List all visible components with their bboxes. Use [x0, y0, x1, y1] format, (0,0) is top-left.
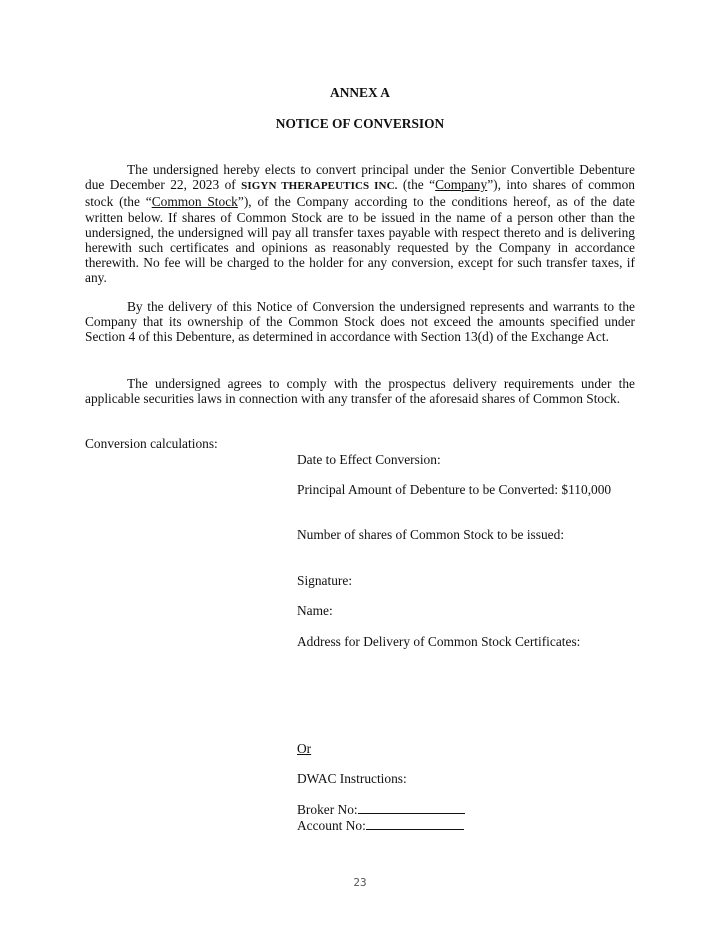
date-to-effect-conversion-field: Date to Effect Conversion:: [297, 452, 441, 467]
broker-number-blank: [358, 801, 465, 814]
company-name: SIGYN THERAPEUTICS INC.: [241, 180, 398, 193]
broker-number-field: [297, 801, 465, 818]
account-number-field: [297, 817, 464, 834]
paragraph-text: ”), into shares of common stock (the “: [85, 177, 635, 210]
common-stock-defined-term: Common Stock: [151, 194, 238, 210]
conversion-calculations-label: Conversion calculations:: [85, 436, 218, 451]
account-number-blank: [366, 817, 464, 830]
signature-field: Signature:: [297, 573, 353, 588]
name-field: Name:: [297, 603, 333, 618]
account-number-label: Account No:: [297, 818, 366, 833]
annex-title: ANNEX A: [330, 85, 390, 100]
paragraph-text: ”), of the Company according to the conditions hereof, as of the date written below. If shares of Common Stock are to be issued in the name of a person other than the undersigned, the undersigned will pay all transfer taxes payable with respect thereto and is delivering herewith such certificates and opinions as reasonably requested by the Company in accordance therewith. No fee will be charged to the holder for any conversion, except for such transfer taxes, if any.: [85, 194, 635, 286]
company-defined-term: Company: [435, 177, 488, 193]
paragraph-text: The undersigned hereby elects to convert principal under the Senior Convertible Debenture due December 22, 2023 of: [85, 162, 635, 193]
principal-amount-field: Principal Amount of Debenture to be Converted: $110,000: [297, 482, 612, 497]
paragraph-election: [85, 162, 635, 286]
notice-title: NOTICE OF CONVERSION: [275, 116, 445, 131]
dwac-instructions-label: DWAC Instructions:: [297, 771, 407, 786]
broker-number-label: Broker No:: [297, 802, 358, 817]
delivery-address-field: Address for Delivery of Common Stock Certificates:: [297, 634, 581, 649]
paragraph-text: (the “: [397, 177, 436, 193]
or-label: Or: [297, 741, 312, 756]
page-number: 23: [353, 876, 367, 889]
paragraph-representation: By the delivery of this Notice of Conversion the undersigned represents and warrants to the Company that its ownership of the Common Stock does not exceed the amounts specified under Section 4 of this Debenture, as determined in accordance with Section 13(d) of the Exchange Act.: [85, 299, 635, 345]
number-of-shares-field: Number of shares of Common Stock to be issued:: [297, 527, 565, 542]
paragraph-prospectus: The undersigned agrees to comply with the prospectus delivery requirements under the applicable securities laws in connection with any transfer of the aforesaid shares of Common Stock.: [85, 376, 635, 407]
